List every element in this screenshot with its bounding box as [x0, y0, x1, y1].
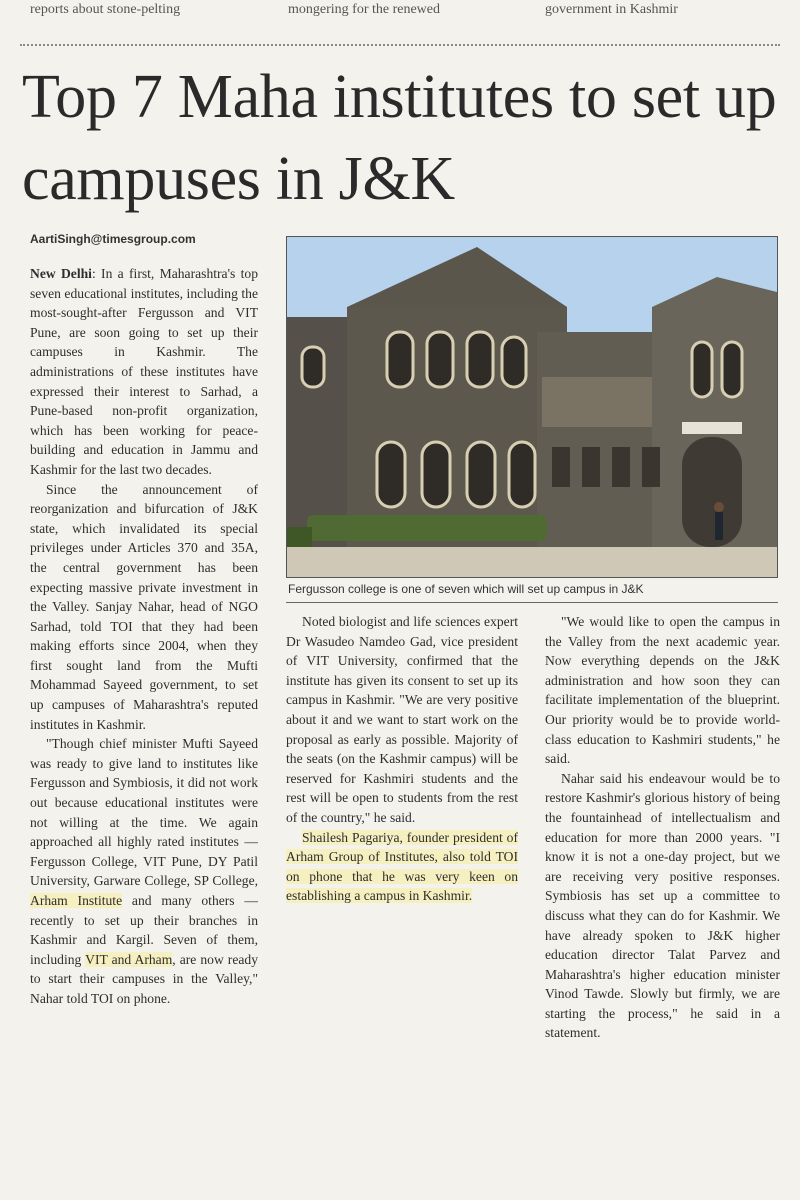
highlight-shailesh-pagariya: Shailesh Pagariya, founder president of Arham Group of Institutes, also told TOI on phone that he was very keen on establishing a campus in Kashmir.	[286, 829, 518, 904]
paragraph-6: "We would like to open the campus in the Valley from the next academic year. Now everything depends on the J&K administration and how soon they can facilitate implementation of the blueprint. Our priority would be to provide world-class education to Kashmiri students," he said.	[545, 614, 780, 767]
top-strip	[0, 0, 800, 28]
paragraph-3: "Though chief minister Mufti Sayeed was ready to give land to institutes like Fergusson and Symbiosis, it did not work out because educational institutes were not willing at the time. We again approached all highly rated institutes — Fergusson College, VIT Pune, DY Patil University, Garware College, SP College, Arham Institute and many others — recently to set up their branches in Kashmir and Kargil. Seven of them, including VIT and Arham, are now ready to start their campuses in the Valley," Nahar told TOI on phone.	[30, 736, 258, 1006]
highlight-arham-institute: Arham Institute	[30, 893, 123, 908]
dateline: New Delhi	[30, 266, 92, 281]
highlight-vit-arham: VIT and Arham	[85, 951, 173, 967]
headline: Top 7 Maha institutes to set up campuses in J&K	[22, 63, 777, 213]
paragraph-7: Nahar said his endeavour would be to restore Kashmir's glorious history of being the fountainhead of intellectualism and education for more than 2000 years. "I know it is not a one-day project, but we are receiving very positive responses. Symbiosis has set up a committee to discuss what they can do for Kashmir. We have already spoken to J&K higher education director Talat Parvez and Maharashtra's higher education minister Vinod Tawde. Slowly but firmly, we are starting the process," he said in a statement.	[545, 770, 780, 1041]
article-column-3	[545, 612, 780, 1182]
top-strip-col2: mongering for the renewed	[288, 2, 440, 17]
building-illustration	[287, 237, 777, 577]
paragraph-1: New Delhi: In a first, Maharashtra's top seven educational institutes, including the most-sought-after Fergusson and VIT Pune, are soon going to set up their campuses in Kashmir. The administrations of these institutes have expressed their interest to Sarhad, a Pune-based non-profit organization, which has been working for peace-building and education in Jammu and Kashmir for the last two decades.	[30, 266, 258, 477]
paragraph-4: Noted biologist and life sciences expert Dr Wasudeo Namdeo Gad, vice president of VIT University, confirmed that the institute has given its consent to set up its campus in Kashmir. "We are very positive about it and we want to start work on the proposal as early as possible. Majority of the seats (on the Kashmir campus) will be reserved for Kashmiri students and the rest will be open to students from the rest of the country," he said.	[286, 614, 518, 825]
top-strip-col3: government in Kashmir	[545, 2, 678, 17]
paragraph-2: Since the announcement of reorganization and bifurcation of J&K state, which invalidated its special privileges under Articles 370 and 35A, the central government has been expecting massive private investment in the Valley. Sanjay Nahar, head of NGO Sarhad, told TOI that they had been making efforts since 2004, when they first sought land from the Mufti Mohammad Sayeed government, to set up campuses of Maharashtra's reputed institutes in Kashmir.	[30, 481, 258, 732]
paragraph-5	[286, 828, 518, 906]
photo-caption: Fergusson college is one of seven which will set up campus in J&K	[288, 582, 644, 596]
dotted-divider	[20, 44, 780, 46]
top-strip-col1: reports about stone-pelting	[30, 2, 181, 17]
fergusson-college-photo	[286, 236, 778, 578]
caption-rule	[286, 602, 778, 603]
article-column-2	[286, 612, 518, 1182]
byline: AartiSingh@timesgroup.com	[30, 232, 196, 246]
article-column-1	[30, 264, 258, 1184]
